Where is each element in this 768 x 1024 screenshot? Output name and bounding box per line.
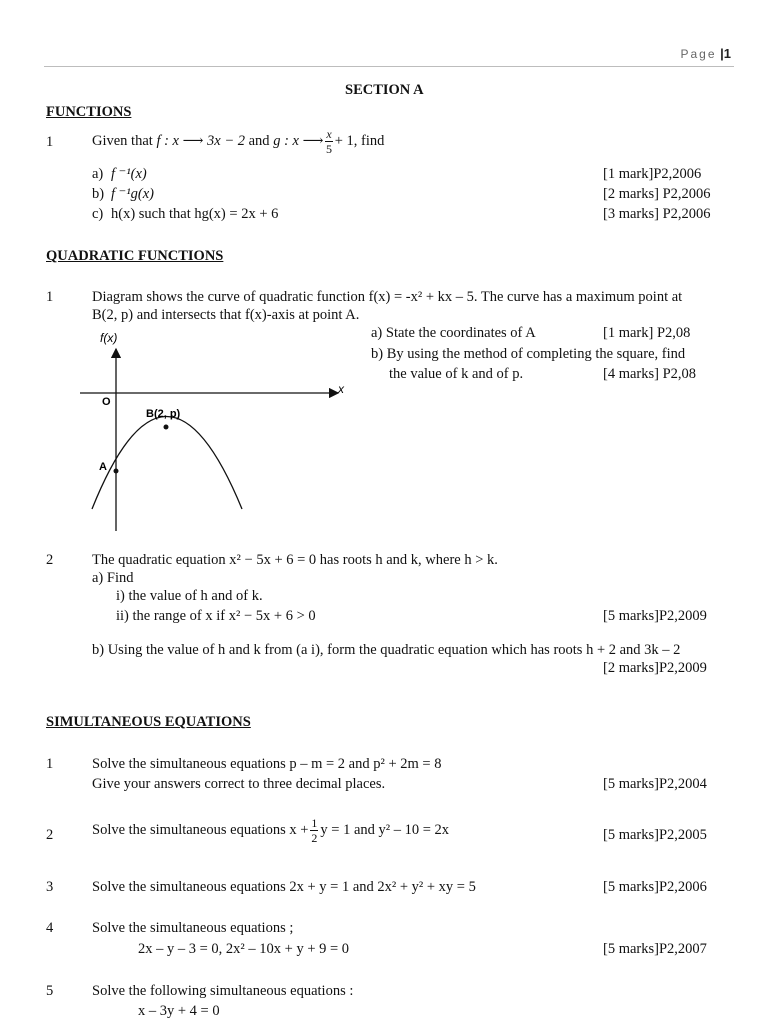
quadratic-q2-a-i: i) the value of h and of k. — [116, 588, 263, 604]
quadratic-q2-a-marks: [5 marks]P2,2009 — [603, 608, 707, 624]
functions-q1-g-fraction — [325, 128, 332, 155]
page-separator: | — [720, 46, 724, 61]
quadratic-q1-part-b-marks: [4 marks] P2,08 — [603, 366, 697, 382]
fraction-denominator: 2 — [311, 831, 318, 845]
section-title: SECTION A — [345, 82, 424, 98]
functions-q1-f: f : x ⟶ 3x − 2 — [156, 133, 245, 149]
simultaneous-q2-fraction — [310, 817, 318, 844]
simultaneous-q1-line1: Solve the simultaneous equations p – m = 2 and p² + 2m = 8 — [92, 756, 442, 772]
functions-q1-part-a-text: f ⁻¹(x) — [111, 166, 147, 182]
simultaneous-q4-line1: Solve the simultaneous equations ; — [92, 920, 294, 936]
page-word: Page — [680, 47, 717, 61]
fraction-denominator: 5 — [326, 142, 333, 156]
functions-q1-g-rhs: + 1, find — [334, 133, 385, 149]
simultaneous-q5-line1: Solve the following simultaneous equations : — [92, 983, 354, 999]
simultaneous-q2-text-after: y = 1 and y² – 10 = 2x — [320, 822, 450, 838]
functions-q1-part-c-marks: [3 marks] P2,2006 — [603, 206, 711, 222]
functions-q1-part-c-label: c) — [92, 206, 104, 222]
page-number: 1 — [723, 46, 731, 61]
functions-q1-part-b-text: f ⁻¹g(x) — [111, 186, 154, 202]
quadratic-q1-number: 1 — [46, 289, 54, 305]
y-axis-label: f(x) — [100, 331, 118, 345]
quadratic-q2-b-text: b) Using the value of h and k from (a i), form the quadratic equation which has roots h + 2 and 3k – 2 — [92, 642, 681, 658]
functions-q1-g-lhs: g : x ⟶ — [273, 133, 324, 149]
simultaneous-q4-marks: [5 marks]P2,2007 — [603, 941, 707, 957]
quadratic-q1-part-a-marks: [1 mark] P2,08 — [603, 325, 691, 341]
max-point-label: B(2, p) — [146, 408, 181, 420]
fraction-numerator: 1 — [311, 816, 318, 830]
quadratic-q2-a-ii: ii) the range of x if x² − 5x + 6 > 0 — [116, 608, 316, 624]
simultaneous-q1-line2: Give your answers correct to three decimal places. — [92, 776, 386, 792]
intercept-label: A — [99, 461, 107, 473]
simultaneous-q3-marks: [5 marks]P2,2006 — [603, 879, 707, 895]
fraction-numerator: x — [326, 127, 332, 141]
simultaneous-q3-text: Solve the simultaneous equations 2x + y = 1 and 2x² + y² + xy = 5 — [92, 879, 476, 895]
quadratic-q1-part-a: a) State the coordinates of A — [371, 325, 536, 341]
simultaneous-q2-stem — [92, 817, 449, 844]
functions-q1-part-b-marks: [2 marks] P2,2006 — [603, 186, 711, 202]
functions-q1-part-b-label: b) — [92, 186, 105, 202]
simultaneous-q2-text-before: Solve the simultaneous equations x + — [92, 822, 309, 838]
simultaneous-q1-number: 1 — [46, 756, 54, 772]
functions-q1-part-a-label: a) — [92, 166, 104, 182]
simultaneous-heading: SIMULTANEOUS EQUATIONS — [46, 714, 251, 730]
functions-q1-number: 1 — [46, 134, 54, 150]
functions-q1-part-a-marks: [1 mark]P2,2006 — [603, 166, 702, 182]
parabola-curve — [92, 417, 242, 510]
simultaneous-q1-marks: [5 marks]P2,2004 — [603, 776, 707, 792]
simultaneous-q2-marks: [5 marks]P2,2005 — [603, 827, 707, 843]
quadratic-q1-line2: B(2, p) and intersects that f(x)-axis at point A. — [92, 307, 360, 323]
origin-label: O — [102, 396, 111, 408]
simultaneous-q2-number: 2 — [46, 827, 54, 843]
quadratic-graph — [70, 325, 360, 540]
x-axis-label: x — [338, 382, 344, 396]
simultaneous-q3-number: 3 — [46, 879, 54, 895]
max-point-b — [164, 425, 169, 430]
functions-q1-and: and — [248, 133, 270, 149]
functions-q1-intro: Given that — [92, 133, 153, 149]
functions-heading: FUNCTIONS — [46, 104, 132, 120]
quadratic-q1-part-b-line2: the value of k and of p. — [389, 366, 524, 382]
intercept-point-a — [114, 469, 119, 474]
simultaneous-q4-number: 4 — [46, 920, 54, 936]
quadratic-q1-line1: Diagram shows the curve of quadratic function f(x) = -x² + kx – 5. The curve has a maximum point at — [92, 289, 683, 305]
quadratic-q2-intro: The quadratic equation x² − 5x + 6 = 0 has roots h and k, where h > k. — [92, 552, 498, 568]
header-rule — [44, 66, 734, 67]
quadratic-heading: QUADRATIC FUNCTIONS — [46, 248, 224, 264]
functions-q1-stem — [92, 128, 384, 155]
quadratic-q2-b-marks: [2 marks]P2,2009 — [603, 660, 707, 676]
simultaneous-q5-number: 5 — [46, 983, 54, 999]
simultaneous-q4-line2: 2x – y – 3 = 0, 2x² – 10x + y + 9 = 0 — [138, 941, 350, 957]
simultaneous-q5-line2: x – 3y + 4 = 0 — [138, 1003, 220, 1019]
quadratic-q2-a-label: a) Find — [92, 570, 134, 586]
functions-q1-part-c-text: h(x) such that hg(x) = 2x + 6 — [111, 206, 279, 222]
page-header — [680, 46, 731, 63]
quadratic-q2-number: 2 — [46, 552, 54, 568]
quadratic-q1-part-b-line1: b) By using the method of completing the square, find — [371, 346, 686, 362]
